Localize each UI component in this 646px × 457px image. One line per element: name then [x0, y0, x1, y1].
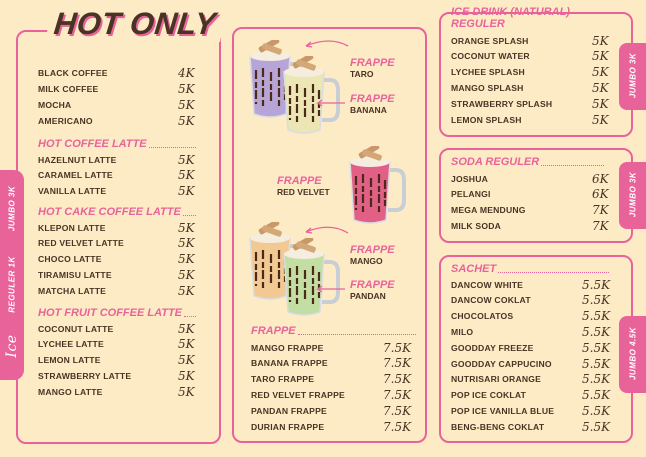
section-header [451, 155, 604, 168]
menu-item [451, 113, 609, 128]
menu-item [451, 187, 609, 202]
item-price: 5K [178, 97, 195, 112]
item-name: LEMON SPLASH [451, 115, 522, 125]
frappe-tag: FRAPPE [350, 57, 395, 69]
item-price: 7.5K [383, 372, 412, 387]
item-name: PANDAN FRAPPE [251, 406, 327, 417]
item-name: LYCHEE LATTE [38, 339, 104, 350]
label-frappe-banana [350, 93, 395, 115]
dotted-leader [498, 272, 609, 273]
item-price: 5.5K [582, 372, 611, 387]
item-price: 5.5K [582, 293, 611, 308]
item-name: LEMON LATTE [38, 355, 101, 366]
item-name: GOODDAY FREEZE [451, 342, 534, 353]
menu-item [451, 203, 609, 218]
section-header [451, 262, 609, 275]
item-price: 7.5K [383, 404, 412, 419]
label-frappe-taro [350, 57, 395, 79]
section-title: HOT COFFEE LATTE [38, 138, 147, 150]
item-price: 5K [592, 113, 609, 127]
item-price: 5K [592, 81, 609, 96]
item-name: POP ICE COKLAT [451, 390, 527, 401]
sachet-jumbo-tab [619, 316, 646, 393]
item-price: 5K [592, 33, 609, 48]
item-name: MANGO LATTE [38, 387, 103, 398]
flavor-name: MANGO [350, 256, 383, 266]
soda-jumbo-tab [619, 162, 646, 229]
section-title: SODA REGULER [451, 156, 540, 168]
item-name: VANILLA LATTE [38, 186, 107, 197]
dotted-leader [541, 165, 604, 166]
menu-item [451, 277, 609, 292]
flavor-name: RED VELVET [277, 187, 330, 197]
menu-item [451, 97, 609, 112]
menu-item [451, 33, 609, 48]
item-name: DANCOW COKLAT [451, 295, 531, 306]
menu-item [251, 388, 416, 403]
section-header [38, 205, 196, 218]
label-frappe-mango [350, 244, 395, 266]
menu-item [451, 419, 609, 434]
section-title: HOT FRUIT COFFEE LATTE [38, 307, 183, 319]
menu-item [38, 81, 196, 96]
item-price: 7K [592, 203, 609, 218]
item-name: STRAWBERRY LATTE [38, 371, 132, 382]
item-name: MILK SODA [451, 221, 502, 232]
item-name: MATCHA LATTE [38, 286, 107, 297]
jumbo-price-label: JUMBO 3K [628, 171, 638, 218]
section-title: SACHET [451, 263, 497, 275]
menu-item [451, 403, 609, 418]
item-price: 5K [178, 152, 195, 167]
item-name: BANANA FRAPPE [251, 358, 328, 369]
item-name: LYCHEE SPLASH [451, 67, 525, 78]
item-price: 7.5K [383, 420, 412, 434]
item-name: GOODDAY CAPPUCINO [451, 358, 552, 369]
item-price: 5K [178, 353, 195, 368]
menu-item [451, 324, 609, 339]
section-title: ICE DRINK (NATURAL) REGULER [451, 6, 570, 30]
item-name: HAZELNUT LATTE [38, 154, 117, 165]
item-name: MEGA MENDUNG [451, 205, 526, 216]
ice-size-tab [0, 170, 24, 380]
item-price: 5.5K [582, 277, 611, 292]
frappe-tag: FRAPPE [277, 175, 322, 187]
menu-item [38, 284, 196, 299]
item-name: TARO FRAPPE [251, 374, 315, 385]
item-name: TIRAMISU LATTE [38, 270, 112, 281]
section-header [451, 6, 604, 30]
item-name: KLEPON LATTE [38, 222, 106, 233]
item-name: ORANGE SPLASH [451, 35, 529, 46]
menu-item [451, 81, 609, 96]
item-name: JOSHUA [451, 173, 489, 184]
jumbo-price-label: JUMBO 3K [628, 52, 638, 99]
menu-item [451, 309, 609, 324]
item-price: 5K [178, 220, 195, 235]
item-price: 5.5K [582, 403, 611, 418]
item-name: POP ICE VANILLA BLUE [451, 405, 555, 416]
item-price: 5K [178, 284, 195, 299]
item-name: DANCOW WHITE [451, 279, 524, 290]
item-name: STRAWBERRY SPLASH [451, 99, 553, 110]
item-price: 5K [178, 252, 195, 267]
dotted-leader [298, 334, 416, 335]
item-price: 5K [178, 321, 195, 336]
menu-item [38, 321, 196, 336]
item-name: MILK COFFEE [38, 83, 99, 94]
menu-item [251, 356, 416, 371]
item-name: RED VELVET LATTE [38, 238, 124, 249]
menu-item [38, 385, 196, 400]
item-name: MOCHA [38, 99, 72, 110]
item-price: 5K [592, 49, 609, 64]
item-name: MANGO FRAPPE [251, 342, 324, 353]
section-title: FRAPPE [251, 325, 296, 337]
menu-item [38, 353, 196, 368]
item-price: 5K [592, 65, 609, 80]
reguler-price-label: REGULER 1K [7, 256, 17, 313]
dotted-leader [149, 147, 196, 148]
item-name: PELANGI [451, 189, 491, 200]
menu-item [38, 252, 196, 267]
item-name: BENG-BENG COKLAT [451, 421, 545, 432]
menu-item [451, 356, 609, 371]
item-name: RED VELVET FRAPPE [251, 390, 345, 401]
jumbo-price-label: JUMBO 4.5K [628, 327, 638, 381]
menu-item [251, 372, 416, 387]
item-price: 5K [178, 337, 195, 352]
item-name: CHOCO LATTE [38, 254, 102, 265]
jumbo-price-label: JUMBO 3K [7, 185, 17, 232]
flavor-name: BANANA [350, 105, 387, 115]
ice-drink-jumbo-tab [619, 43, 646, 110]
pandan-frappe-image [280, 238, 344, 318]
red-velvet-frappe-image [346, 146, 410, 226]
item-price: 5.5K [582, 388, 611, 403]
item-price: 7.5K [383, 356, 412, 371]
section-header [251, 324, 416, 337]
item-price: 5.5K [582, 309, 611, 324]
item-price: 4K [178, 65, 195, 80]
menu-item [38, 268, 196, 283]
item-name: AMERICANO [38, 115, 93, 126]
item-price: 7.5K [383, 388, 412, 403]
hot-only-title: HOT ONLY [46, 6, 224, 42]
item-price: 6K [592, 187, 609, 202]
menu-item [451, 49, 609, 64]
section-header [38, 306, 196, 319]
menu-item [38, 65, 196, 80]
label-frappe-red-velvet [277, 175, 330, 197]
item-price: 5K [178, 81, 195, 96]
menu-item [251, 340, 416, 355]
flavor-name: PANDAN [350, 291, 386, 301]
item-name: MANGO SPLASH [451, 83, 524, 94]
menu-item [451, 171, 609, 186]
menu-item [38, 97, 196, 112]
menu-item [38, 337, 196, 352]
item-name: CARAMEL LATTE [38, 170, 113, 181]
menu-item [451, 293, 609, 308]
menu-item [451, 372, 609, 387]
menu-item [251, 404, 416, 419]
item-name: NUTRISARI ORANGE [451, 374, 542, 385]
menu-item [251, 420, 416, 435]
dotted-leader [183, 215, 196, 216]
item-price: 5K [178, 385, 195, 400]
label-frappe-pandan [350, 279, 395, 301]
banana-frappe-image [280, 56, 344, 136]
item-price: 5K [178, 113, 195, 128]
item-price: 5K [178, 236, 195, 251]
item-price: 5K [178, 369, 195, 384]
item-price: 6K [592, 171, 609, 186]
item-price: 5K [178, 268, 195, 283]
menu-item [38, 113, 196, 128]
menu-item [451, 65, 609, 80]
item-price: 5.5K [582, 340, 611, 355]
item-name: CHOCOLATOS [451, 311, 514, 322]
item-name: COCONUT LATTE [38, 323, 114, 334]
section-title: HOT CAKE COFFEE LATTE [38, 206, 181, 218]
item-price: 5K [178, 184, 195, 199]
item-price: 5.5K [582, 419, 611, 434]
flavor-name: TARO [350, 69, 374, 79]
item-price: 5.5K [582, 324, 611, 339]
menu-item [38, 184, 196, 199]
item-price: 7K [592, 219, 609, 234]
item-name: COCONUT WATER [451, 51, 530, 62]
item-name: DURIAN FRAPPE [251, 422, 325, 432]
ice-label: Ice [4, 334, 20, 358]
menu-item [451, 388, 609, 403]
menu-item [38, 168, 196, 183]
menu-item [38, 236, 196, 251]
item-price: 5.5K [582, 356, 611, 371]
item-name: MILO [451, 326, 474, 337]
menu-item [38, 152, 196, 167]
menu-item [451, 219, 609, 234]
item-price: 5K [178, 168, 195, 183]
item-price: 7.5K [383, 340, 412, 355]
frappe-tag: FRAPPE [350, 244, 395, 256]
dotted-leader [184, 316, 196, 317]
item-price: 5K [592, 97, 609, 112]
frappe-tag: FRAPPE [350, 93, 395, 105]
section-header [38, 137, 196, 150]
item-name: BLACK COFFEE [38, 67, 108, 78]
menu-item [38, 369, 196, 384]
menu-item [38, 220, 196, 235]
menu-item [451, 340, 609, 355]
frappe-tag: FRAPPE [350, 279, 395, 291]
